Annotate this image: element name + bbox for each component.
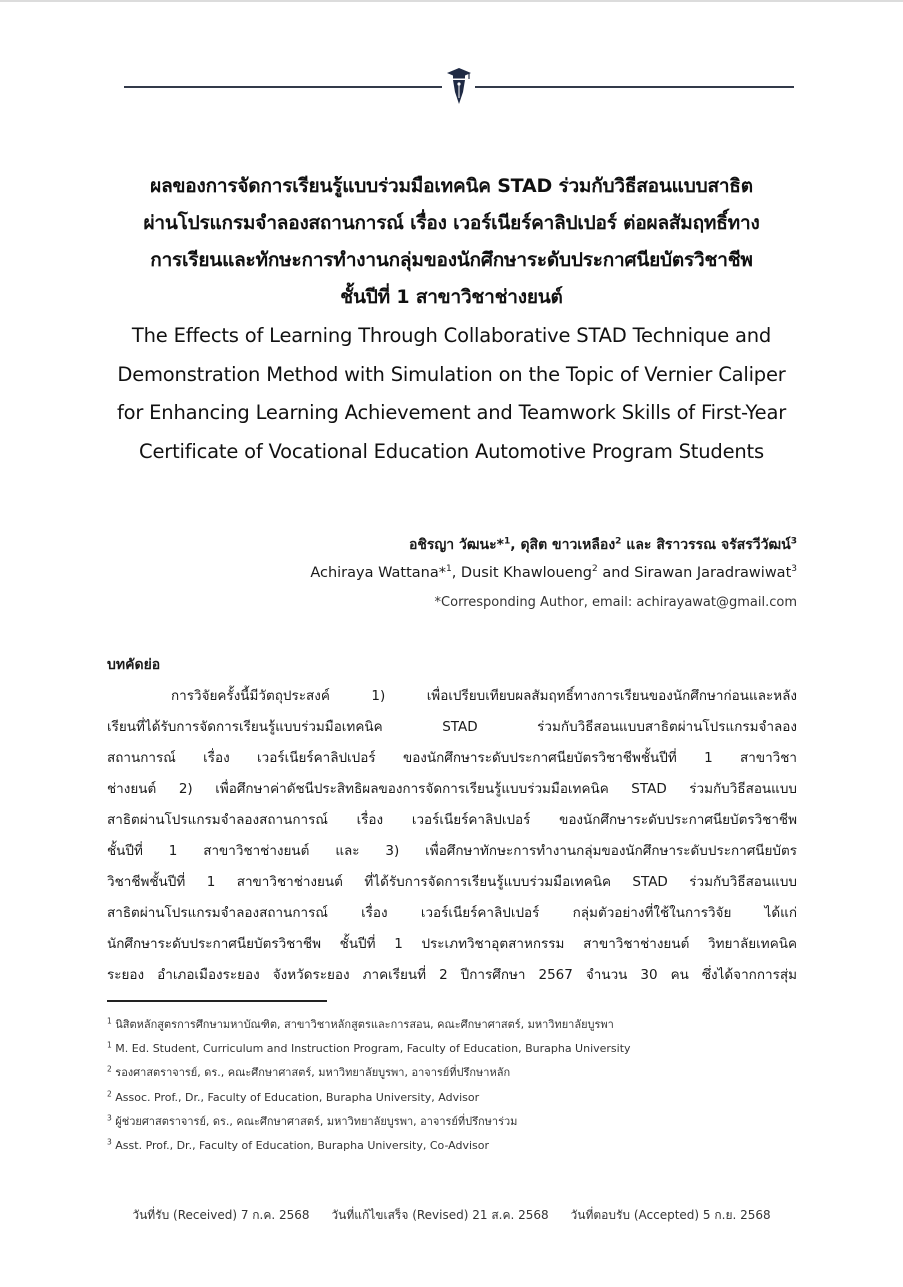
footnote-mark: 1	[107, 1016, 112, 1026]
submission-dates	[100, 1206, 803, 1225]
abstract-line: นักศึกษาระดับประกาศนียบัตรวิชาชีพ ชั้นปีที่ 1 ประเภทวิชาอุตสาหกรรม สาขาวิชาช่างยนต์ วิทยาลัยเทคนิค	[107, 936, 797, 952]
footnote-mark: 3	[107, 1113, 112, 1123]
author-name: สิราวรรณ จรัสรวีวัฒน์	[656, 537, 791, 553]
affiliation-mark: 2	[615, 536, 622, 547]
author-name: Dusit Khawloueng	[460, 565, 593, 581]
title-english-line: for Enhancing Learning Achievement and Teamwork Skills of First-Year	[116, 401, 787, 424]
title-thai-line: ผลของการจัดการเรียนรู้แบบร่วมมือเทคนิค STAD ร่วมกับวิธีสอนแบบสาธิต	[150, 175, 753, 197]
footnote-mark: 1	[107, 1040, 112, 1050]
title-thai-line: การเรียนและทักษะการทำงานกลุ่มของนักศึกษาระดับประกาศนียบัตรวิชาชีพ	[150, 249, 753, 271]
footnote-text: ผู้ช่วยศาสตราจารย์, ดร., คณะศึกษาศาสตร์, มหาวิทยาลัยบูรพา, อาจารย์ที่ปรึกษาร่วม	[115, 1114, 518, 1128]
authors-english	[310, 565, 797, 581]
footnote-mark: 3	[107, 1137, 112, 1147]
author-separator: ,	[510, 537, 521, 553]
footnote	[107, 1013, 797, 1037]
title-english-line: Demonstration Method with Simulation on the Topic of Vernier Caliper	[117, 362, 786, 386]
footnote-text: นิสิตหลักสูตรการศึกษามหาบัณฑิต, สาขาวิชาหลักสูตรและการสอน, คณะศึกษาศาสตร์, มหาวิทยาลัยบูรพา	[115, 1018, 614, 1031]
title-thai-line: ชั้นปีที่ 1 สาขาวิชาช่างยนต์	[340, 286, 563, 308]
abstract-line: ระยอง อำเภอเมืองระยอง จังหวัดระยอง ภาคเรียนที่ 2 ปีการศึกษา 2567 จำนวน 30 คน ซึ่งได้จากการสุ่ม	[107, 967, 797, 983]
abstract-line: สถานการณ์ เรื่อง เวอร์เนียร์คาลิปเปอร์ ของนักศึกษาระดับประกาศนียบัตรวิชาชีพชั้นปีที่ 1 สาขาวิชา	[107, 750, 797, 766]
footnote	[107, 1110, 797, 1134]
authors-thai	[409, 534, 797, 556]
footnote-mark: 2	[107, 1088, 112, 1098]
corresponding-author-email: *Corresponding Author, email: achirayawat@gmail.com	[434, 595, 797, 610]
author-name: ดุสิต ขาวเหลือง	[520, 537, 616, 553]
accepted-date: วันที่ตอบรับ (Accepted) 5 ก.ย. 2568	[570, 1208, 771, 1222]
footnote	[107, 1134, 797, 1158]
page-top-border	[0, 0, 903, 2]
revised-date: วันที่แก้ไขเสร็จ (Revised) 21 ส.ค. 2568	[331, 1208, 549, 1222]
author-separator: ,	[451, 565, 461, 581]
author-name: Achiraya Wattana*	[310, 565, 446, 581]
abstract-heading: บทคัดย่อ	[107, 657, 161, 673]
fountain-pen-graduation-cap-icon	[444, 66, 474, 106]
author-separator: และ	[621, 537, 657, 553]
footnote-text: Assoc. Prof., Dr., Faculty of Education, Burapha University, Advisor	[115, 1090, 480, 1104]
author-name: Sirawan Jaradrawiwat	[634, 565, 792, 581]
abstract-line: วิชาชีพชั้นปีที่ 1 สาขาวิชาช่างยนต์ ที่ได้รับการจัดการเรียนรู้แบบร่วมมือเทคนิค STAD ร่วมกับวิธีสอนแบบ	[107, 874, 797, 890]
footnote-mark: 2	[107, 1064, 112, 1074]
abstract-line: ชั้นปีที่ 1 สาขาวิชาช่างยนต์ และ 3) เพื่อศึกษาทักษะการทำงานกลุ่มของนักศึกษาระดับประกาศนียบัตร	[107, 843, 797, 859]
title-english	[100, 317, 803, 471]
abstract-line: การวิจัยครั้งนี้มีวัตถุประสงค์ 1) เพื่อเปรียบเทียบผลสัมฤทธิ์ทางการเรียนของนักศึกษาก่อนและหลัง	[171, 688, 797, 704]
affiliation-mark: 3	[790, 536, 797, 547]
footnote	[107, 1086, 797, 1110]
abstract-line: สาธิตผ่านโปรแกรมจำลองสถานการณ์ เรื่อง เวอร์เนียร์คาลิปเปอร์ ของนักศึกษาระดับประกาศนียบัตรวิชาชีพ	[107, 812, 797, 828]
footnote-text: รองศาสตราจารย์, ดร., คณะศึกษาศาสตร์, มหาวิทยาลัยบูรพา, อาจารย์ที่ปรึกษาหลัก	[115, 1066, 511, 1080]
author-name: อชิรญา วัฒนะ*	[408, 537, 504, 553]
footnote	[107, 1061, 797, 1085]
affiliation-mark: 3	[791, 564, 797, 575]
abstract-line: เรียนที่ได้รับการจัดการเรียนรู้แบบร่วมมือเทคนิค STAD ร่วมกับวิธีสอนแบบสาธิตผ่านโปรแกรมจำลอง	[107, 719, 797, 735]
author-separator: and	[597, 565, 635, 581]
title-english-line: The Effects of Learning Through Collaborative STAD Technique and	[131, 324, 772, 347]
footnote-text: M. Ed. Student, Curriculum and Instruction Program, Faculty of Education, Burapha University	[115, 1042, 631, 1056]
footnote-text: Asst. Prof., Dr., Faculty of Education, Burapha University, Co-Advisor	[115, 1139, 490, 1153]
footnote	[107, 1037, 797, 1061]
abstract-body	[107, 681, 797, 991]
header-rule-left	[124, 86, 442, 88]
title-thai	[100, 168, 803, 316]
title-english-line: Certificate of Vocational Education Automotive Program Students	[139, 439, 764, 463]
footnotes	[107, 1013, 797, 1158]
affiliation-mark: 2	[592, 564, 598, 575]
abstract-line: สาธิตผ่านโปรแกรมจำลองสถานการณ์ เรื่อง เวอร์เนียร์คาลิปเปอร์ กลุ่มตัวอย่างที่ใช้ในการวิจัย ได้แก่	[107, 905, 797, 921]
abstract-line: ช่างยนต์ 2) เพื่อศึกษาค่าดัชนีประสิทธิผลของการจัดการเรียนรู้แบบร่วมมือเทคนิค STAD ร่วมกับวิธีสอนแบบ	[107, 781, 797, 797]
affiliation-mark: 1	[503, 536, 511, 547]
received-date: วันที่รับ (Received) 7 ก.ค. 2568	[132, 1208, 310, 1222]
footnote-divider	[107, 1000, 327, 1002]
header-rule-right	[475, 86, 794, 88]
title-thai-line: ผ่านโปรแกรมจำลองสถานการณ์ เรื่อง เวอร์เนียร์คาลิปเปอร์ ต่อผลสัมฤทธิ์ทาง	[143, 212, 760, 234]
affiliation-mark: 1	[445, 564, 452, 575]
